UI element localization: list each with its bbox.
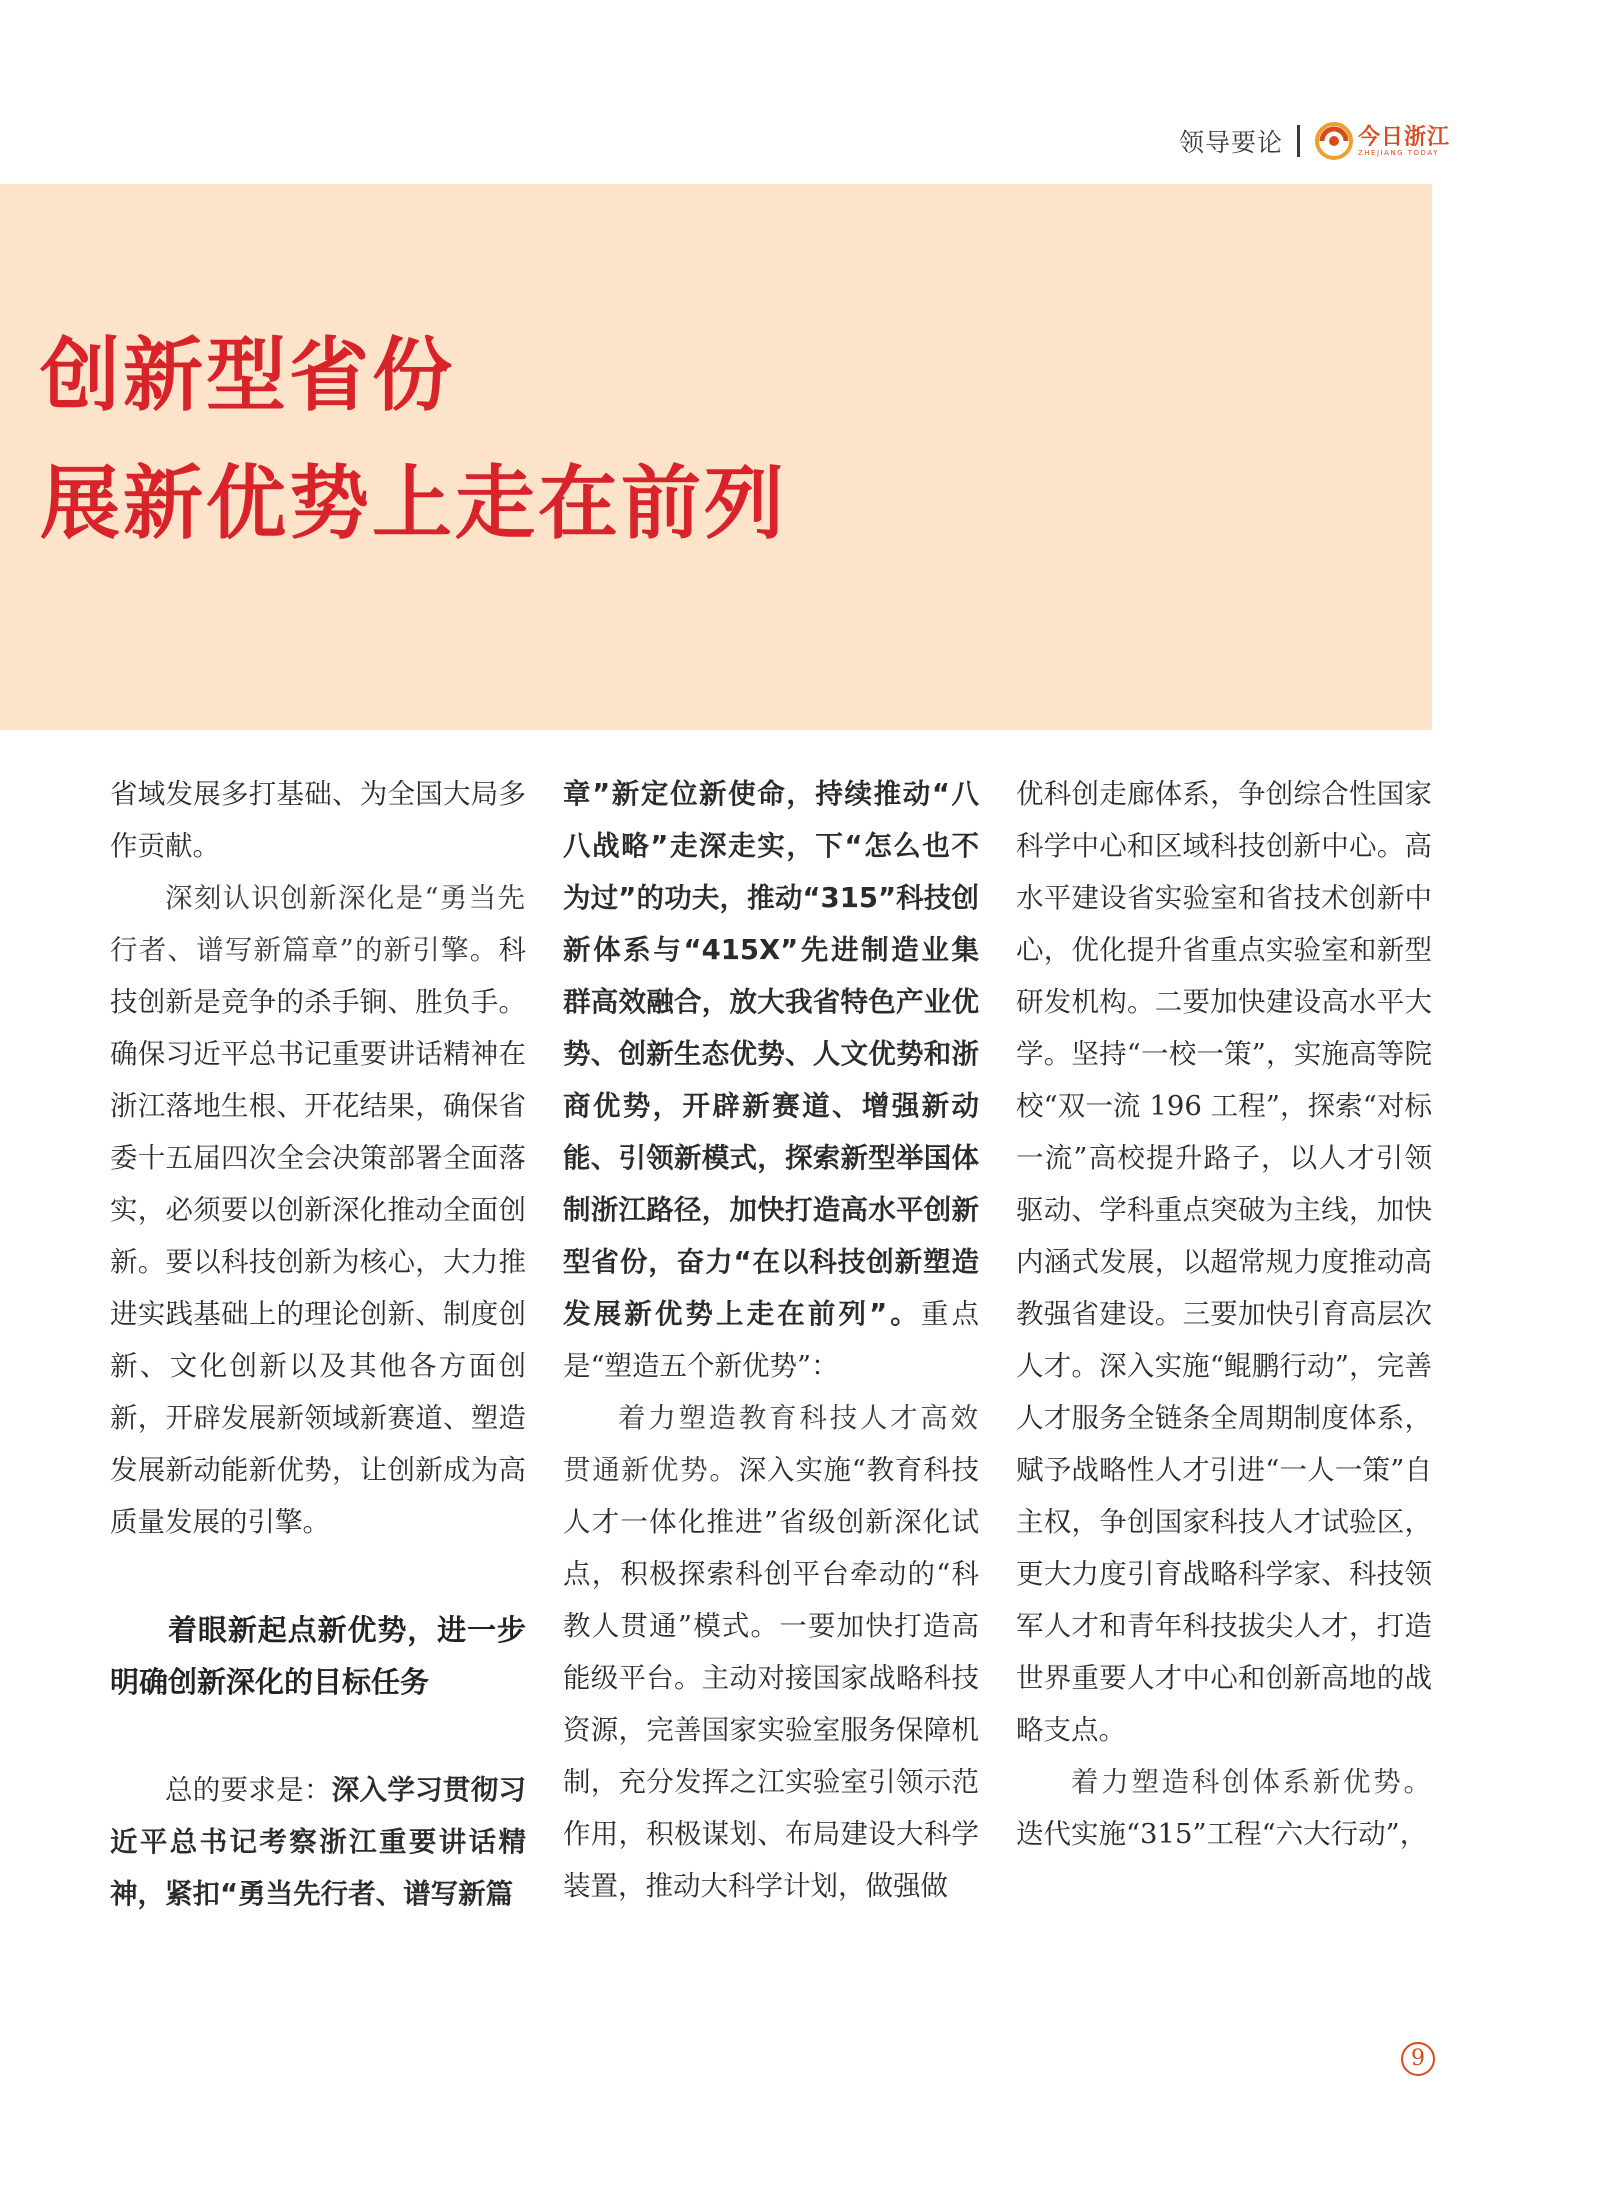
page-number: 9 <box>1401 2042 1435 2076</box>
paragraph-body: 迭代实施“315”工程“六大行动”， <box>1016 1818 1428 1850</box>
title-line-2: 展新优势上走在前列 <box>40 457 787 550</box>
paragraph-body: 深入实施“教育科技人才一体化推进”省级创新深化试点，积极探索科创平台牵动的“科教人贯通”模式。一要加快打造高能级平台。主动对接国家战略科技资源，完善国家实验室服务保障机制，充分发挥之江实验室引领示范作用，积极谋划、布局建设大科学装置，推动大科学计划，做强做 <box>563 1454 979 1902</box>
paragraph <box>110 872 526 1548</box>
article-title <box>40 312 787 568</box>
paragraph <box>563 768 979 1392</box>
paragraph <box>110 1764 526 1920</box>
text-column-1 <box>110 768 526 1920</box>
paragraph <box>1016 1756 1432 1860</box>
lead-sentence: 着力塑造科创体系新优势。 <box>1071 1766 1432 1798</box>
logo-english-text: ZHEJIANG TODAY <box>1357 148 1439 157</box>
header-divider <box>1297 125 1300 157</box>
logo-swirl-icon <box>1314 121 1354 161</box>
paragraph-body: 重点是“塑造五个新优势”： <box>563 1298 979 1382</box>
text-column-2 <box>563 768 979 1912</box>
title-line-1: 创新型省份 <box>40 329 455 422</box>
emphasis-text: 深入学习贯彻习近平总书记考察浙江重要讲话精神，紧扣“勇当先行者、谱写新篇 <box>110 1774 526 1910</box>
text-column-3 <box>1016 768 1432 1860</box>
paragraph <box>563 1392 979 1912</box>
emphasis-text: 章”新定位新使命，持续推动“八八战略”走深走实，下“怎么也不为过”的功夫，推动“315”科技创新体系与“415X”先进制造业集群高效融合，放大我省特色产业优势、创新生态优势、人文优势和浙商优势，开辟新赛道、增强新动能、引领新模式，探索新型举国体制浙江路径，加快打造高水平创新型省份，奋力“在以科技创新塑造发展新优势上走在前列”。 <box>563 778 979 1330</box>
logo-chinese-text: 今日浙江 <box>1357 123 1450 150</box>
lead-sentence: 着力塑造教育科技人才高效贯通新优势。 <box>563 1402 979 1486</box>
paragraph-body: 科技创新是竞争的杀手锏、胜负手。确保习近平总书记重要讲话精神在浙江落地生根、开花结果，确保省委十五届四次全会决策部署全面落实，必须要以创新深化推动全面创新。要以科技创新为核心，大力推进实践基础上的理论创新、制度创新、文化创新以及其他各方面创新，开辟发展新领域新赛道、塑造发展新动能新优势，让创新成为高质量发展的引擎。 <box>110 934 526 1538</box>
page-header <box>1179 121 1450 161</box>
paragraph: 省域发展多打基础、为全国大局多作贡献。 <box>110 778 526 862</box>
section-label: 领导要论 <box>1178 128 1283 157</box>
magazine-logo <box>1314 121 1450 161</box>
lead-text: 总的要求是： <box>165 1774 332 1806</box>
lead-sentence: 深刻认识创新深化是“勇当先行者、谱写新篇章”的新引擎。 <box>110 882 526 966</box>
paragraph: 优科创走廊体系，争创综合性国家科学中心和区域科技创新中心。高水平建设省实验室和省技术创新中心，优化提升省重点实验室和新型研发机构。二要加快建设高水平大学。坚持“一校一策”，实施高等院校“双一流 196 工程”，探索“对标一流”高校提升路子，以人才引领驱动、学科重点突破为主线，加快内涵式发展，以超常规力度推动高教强省建设。三要加快引育高层次人才。深入实施“鲲鹏行动”，完善人才服务全链条全周期制度体系，赋予战略性人才引进“一人一策”自主权，争创国家科技人才试验区，更大力度引育战略科学家、科技领军人才和青年科技拔尖人才，打造世界重要人才中心和创新高地的战略支点。 <box>1016 778 1432 1746</box>
section-subheading: 着眼新起点新优势，进一步明确创新深化的目标任务 <box>110 1613 526 1699</box>
